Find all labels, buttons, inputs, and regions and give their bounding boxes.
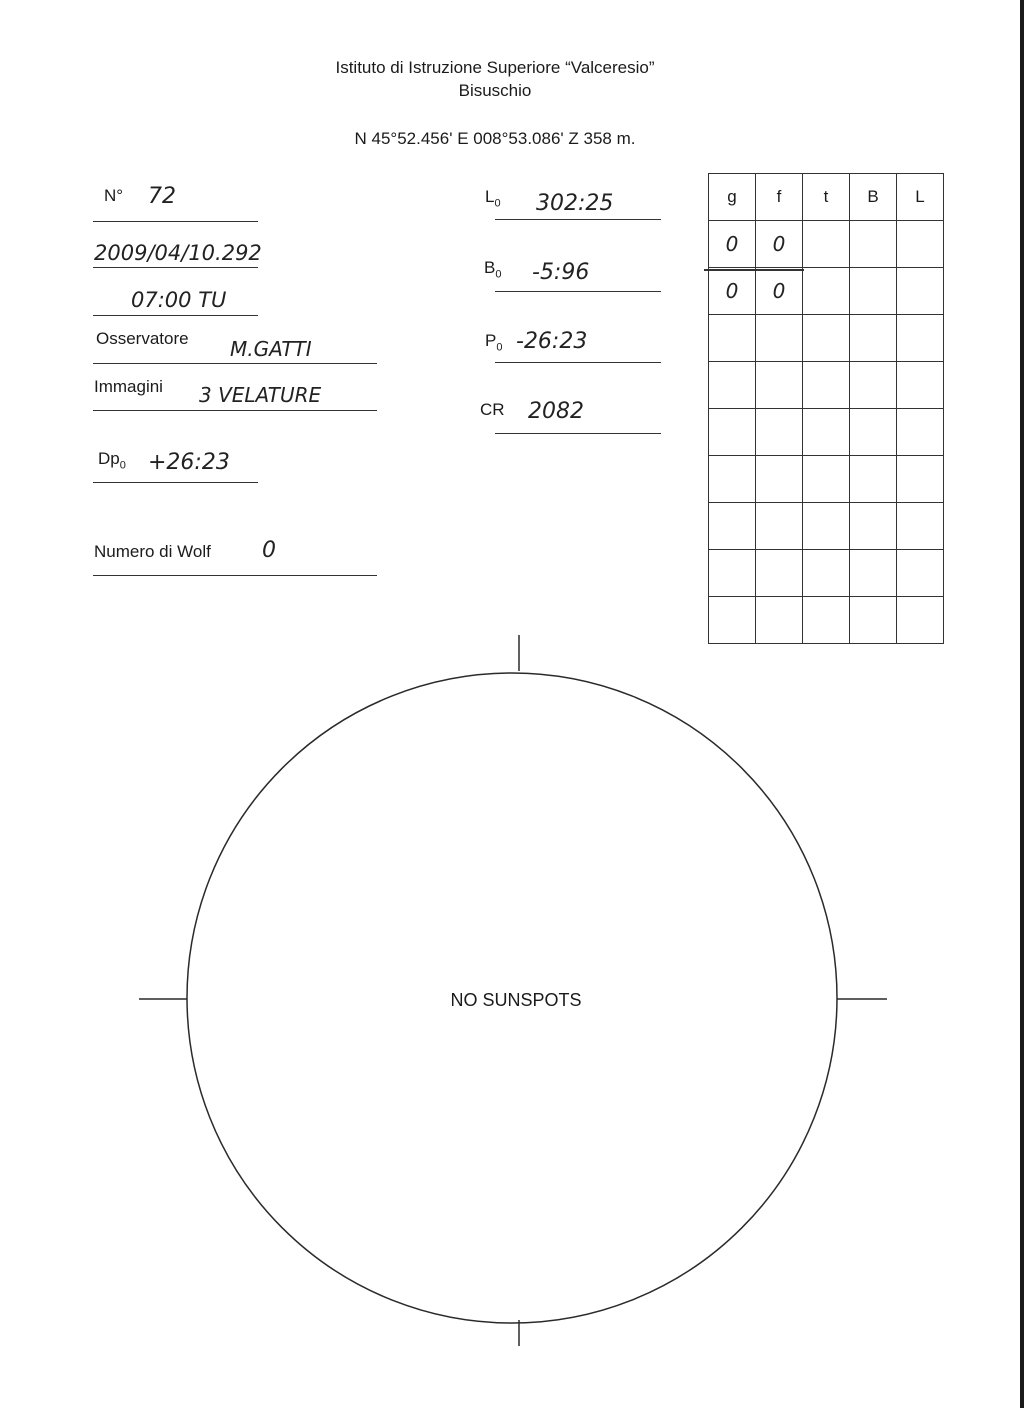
cell-value: 0	[772, 232, 786, 256]
cell-value: 0	[725, 232, 739, 256]
cell-value: 0	[725, 279, 739, 303]
wolf-label: Numero di Wolf	[94, 542, 211, 561]
number-value: 72	[148, 184, 176, 209]
date-value: 2009/04/10.292	[94, 241, 262, 265]
town-name: Bisuschio	[458, 81, 532, 100]
column-header-g: g	[709, 174, 756, 221]
column-header-f: f	[756, 174, 803, 221]
images-value: 3 VELATURE	[199, 383, 322, 407]
b0-value: -5:96	[532, 260, 590, 285]
column-header-l: L	[897, 174, 944, 221]
l0-label-text: L	[485, 187, 495, 206]
institute-title: Istituto di Istruzione Superiore “Valceresio”	[335, 58, 655, 77]
dp0-value: +26:23	[148, 450, 230, 475]
time-value: 07:00 TU	[131, 288, 227, 312]
p0-label-subscript: 0	[496, 341, 503, 354]
column-header-b: B	[850, 174, 897, 221]
dp0-label-subscript: 0	[119, 459, 126, 472]
column-header-t: t	[803, 174, 850, 221]
cell-value: 0	[772, 279, 786, 303]
observer-label: Osservatore	[96, 329, 189, 348]
b0-label-text: B	[484, 258, 496, 277]
b0-label-subscript: 0	[495, 268, 502, 281]
location-coordinates: N 45°52.456' E 008°53.086' Z 358 m.	[354, 129, 636, 148]
no-sunspots-note: NO SUNSPOTS	[450, 990, 582, 1010]
observer-value: M.GATTI	[230, 337, 312, 361]
dp0-label-text: Dp	[98, 449, 120, 468]
p0-label-text: P	[485, 331, 497, 350]
p0-value: -26:23	[516, 329, 588, 354]
cr-value: 2082	[528, 399, 584, 424]
l0-value: 302:25	[536, 191, 614, 216]
cr-label: CR	[480, 400, 505, 419]
number-label: N°	[104, 186, 124, 205]
images-label: Immagini	[94, 377, 163, 396]
l0-label-subscript: 0	[494, 197, 501, 210]
wolf-value: 0	[262, 538, 276, 563]
